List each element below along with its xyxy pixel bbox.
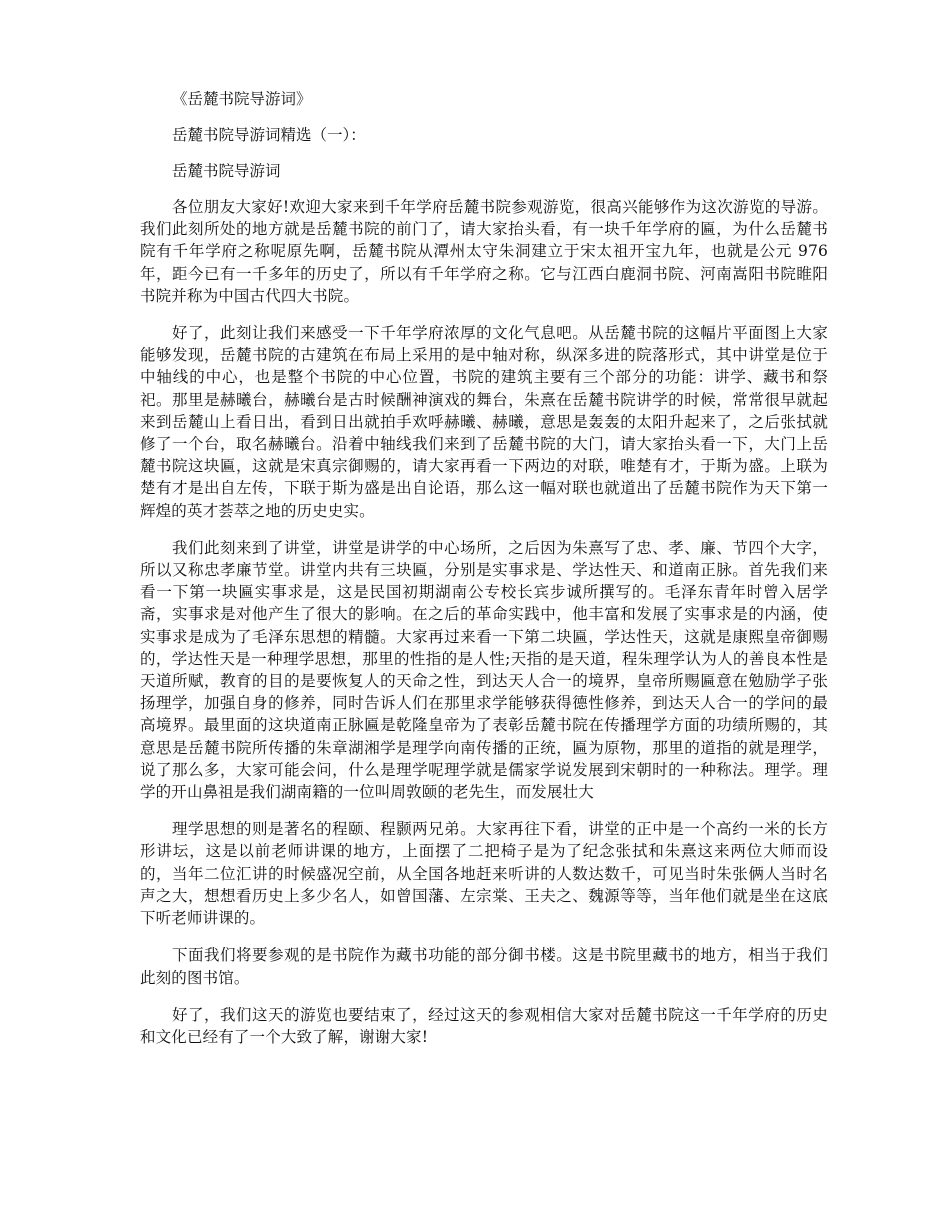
document-heading: 岳麓书院导游词: [172, 162, 281, 180]
document-title: 《岳麓书院导游词》: [172, 90, 312, 108]
document-page: [140, 88, 828, 1063]
paragraph-lecture-platform: 理学思想的则是著名的程颐、程颢两兄弟。大家再往下看，讲堂的正中是一个高约一米的长方形讲坛，这是以前老师讲课的地方，上面摆了二把椅子是为了纪念张拭和朱熹这来两位大师而设的，当年二位汇讲的时候盛况空前，从全国各地赶来听讲的人数达数千，可见当时朱张俩人当时名声之大，想想看历史上多少名人，如曾国藩、左宗棠、王夫之、魏源等等，当年他们就是坐在这底下听老师讲课的。: [140, 820, 828, 928]
paragraph-welcome: 各位朋友大家好!欢迎大家来到千年学府岳麓书院参观游览，很高兴能够作为这次游览的导游。我们此刻所处的地方就是岳麓书院的前门了，请大家抬头看，有一块千年学府的匾，为什么岳麓书院有千年学府之称呢原先啊，岳麓书院从潭州太守朱洞建立于宋太祖开宝九年，也就是公元 976 年，距今已有一千多年的历史了，所以有千年学府之称。它与江西白鹿洞书院、河南嵩阳书院睢阳书院并称为中国古代四大书院。: [140, 198, 828, 305]
paragraph-closing: 好了，我们这天的游览也要结束了，经过这天的参观相信大家对岳麓书院这一千年学府的历史和文化已经有了一个大致了解，谢谢大家!: [140, 1005, 828, 1046]
paragraph-lecture-hall: 我们此刻来到了讲堂，讲堂是讲学的中心场所，之后因为朱熹写了忠、孝、廉、节四个大字，所以又称忠孝廉节堂。讲堂内共有三块匾，分别是实事求是、学达性天、和道南正脉。首先我们来看一下第一块匾实事求是，这是民国初期湖南公专校长宾步诚所撰写的。毛泽东青年时曾入居学斋，实事求是对他产生了很大的影响。在之后的革命实践中，他丰富和发展了实事求是的内涵，使实事求是成为了毛泽东思想的精髓。大家再过来看一下第二块匾，学达性天，这就是康熙皇帝御赐的，学达性天是一种理学思想，那里的性指的是人性;天指的是天道，程朱理学认为人的善良本性是天道所赋，教育的目的是要恢复人的天命之性，到达天人合一的境界，皇帝所赐匾意在勉励学子张扬理学，加强自身的修养，同时告诉人们在那里求学能够获得德性修养，到达天人合一的学问的最高境界。最里面的这块道南正脉匾是乾隆皇帝为了表彰岳麓书院在传播理学方面的功绩所赐的，其意思是岳麓书院所传播的朱章湖湘学是理学向南传播的正统，匾为原物，那里的道指的就是理学，说了那么多，大家可能会问，什么是理学呢理学就是儒家学说发展到宋朝时的一种称法。理学。理学的开山鼻祖是我们湖南籍的一位叫周敦颐的老先生，而发展壮大: [140, 538, 828, 802]
document-subtitle: 岳麓书院导游词精选（一）：: [172, 126, 366, 144]
paragraph-layout: 好了，此刻让我们来感受一下千年学府浓厚的文化气息吧。从岳麓书院的这幅片平面图上大家能够发现，岳麓书院的古建筑在布局上采用的是中轴对称，纵深多进的院落形式，其中讲堂是位于中轴线的中心，也是整个书院的中心位置，书院的建筑主要有三个部分的功能：讲学、藏书和祭祀。那里是赫曦台，赫曦台是古时候酬神演戏的舞台，朱熹在岳麓书院讲学的时候，常常很早就起来到岳麓山上看日出，看到日出就拍手欢呼赫曦、赫曦，意思是轰轰的太阳升起来了，之后张拭就修了一个台，取名赫曦台。沿着中轴线我们来到了岳麓书院的大门，请大家抬头看一下，大门上岳麓书院这块匾，这就是宋真宗御赐的，请大家再看一下两边的对联，唯楚有才，于斯为盛。上联为楚有才是出自左传，下联于斯为盛是出自论语，那么这一幅对联也就道出了岳麓书院作为天下第一辉煌的英才荟萃之地的历史史实。: [140, 324, 828, 520]
paragraph-library: 下面我们将要参观的是书院作为藏书功能的部分御书楼。这是书院里藏书的地方，相当于我们此刻的图书馆。: [140, 946, 828, 987]
